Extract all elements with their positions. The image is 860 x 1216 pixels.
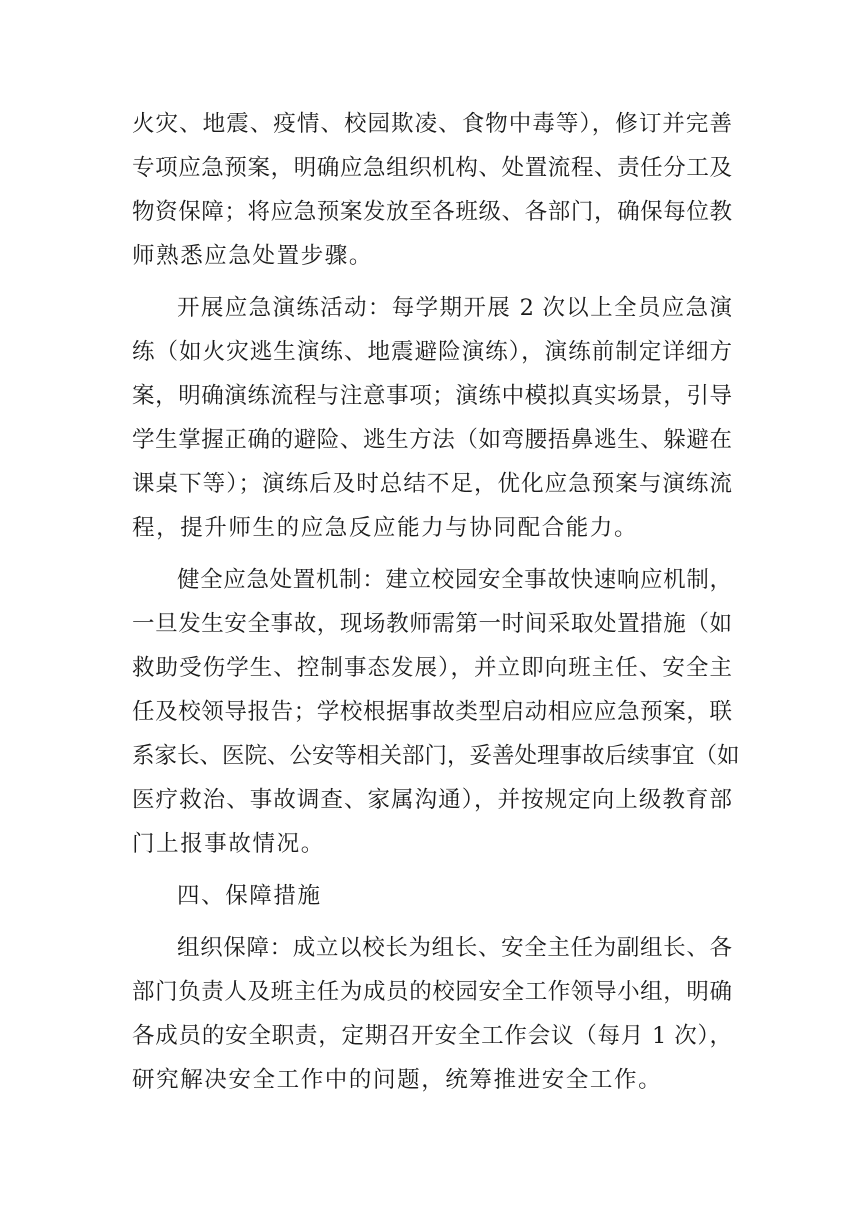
text-line: 物资保障；将应急预案发放至各班级、各部门，确保每位教 <box>132 199 732 225</box>
text-line: 专项应急预案，明确应急组织机构、处置流程、责任分工及 <box>132 155 732 181</box>
text-line: 研究解决安全工作中的问题，统筹推进安全工作。 <box>132 1067 663 1093</box>
text-line: 任及校领导报告；学校根据事故类型启动相应应急预案，联 <box>132 699 732 725</box>
text-line: 火灾、地震、疫情、校园欺凌、食物中毒等），修订并完善 <box>132 111 732 137</box>
section-heading: 四、保障措施 <box>177 883 322 909</box>
text-line: 程，提升师生的应急反应能力与协同配合能力。 <box>132 515 639 541</box>
text-line: 学生掌握正确的避险、逃生方法（如弯腰捂鼻逃生、躲避在 <box>132 427 732 453</box>
text-line: 医疗救治、事故调查、家属沟通），并按规定向上级教育部 <box>132 787 732 813</box>
text-line: 课桌下等）；演练后及时总结不足，优化应急预案与演练流 <box>132 471 732 497</box>
text-line: 练（如火灾逃生演练、地震避险演练），演练前制定详细方 <box>132 339 732 365</box>
text-line: 各成员的安全职责，定期召开安全工作会议（每月 1 次）， <box>132 1023 732 1049</box>
text-line: 师熟悉应急处置步骤。 <box>132 243 374 269</box>
text-line: 部门负责人及班主任为成员的校园安全工作领导小组，明确 <box>132 979 732 1005</box>
text-line: 一旦发生安全事故，现场教师需第一时间采取处置措施（如 <box>132 611 732 637</box>
paragraph-emergency-plan-continuation <box>132 102 732 278</box>
text-line: 组织保障：成立以校长为组长、安全主任为副组长、各 <box>177 935 732 961</box>
text-line: 开展应急演练活动：每学期开展 2 次以上全员应急演 <box>177 295 732 321</box>
text-line: 案，明确演练流程与注意事项；演练中模拟真实场景，引导 <box>132 383 732 409</box>
paragraph-emergency-response <box>132 558 740 866</box>
section-heading-safeguards <box>132 874 732 918</box>
paragraph-organizational-guarantee <box>132 926 732 1102</box>
document-body <box>132 102 740 1110</box>
paragraph-emergency-drills <box>132 286 732 550</box>
text-line: 系家长、医院、公安等相关部门，妥善处理事故后续事宜（如 <box>132 743 740 769</box>
text-line: 门上报事故情况。 <box>132 831 325 857</box>
text-line: 健全应急处置机制：建立校园安全事故快速响应机制， <box>177 567 732 593</box>
text-line: 救助受伤学生、控制事态发展），并立即向班主任、安全主 <box>132 655 732 681</box>
